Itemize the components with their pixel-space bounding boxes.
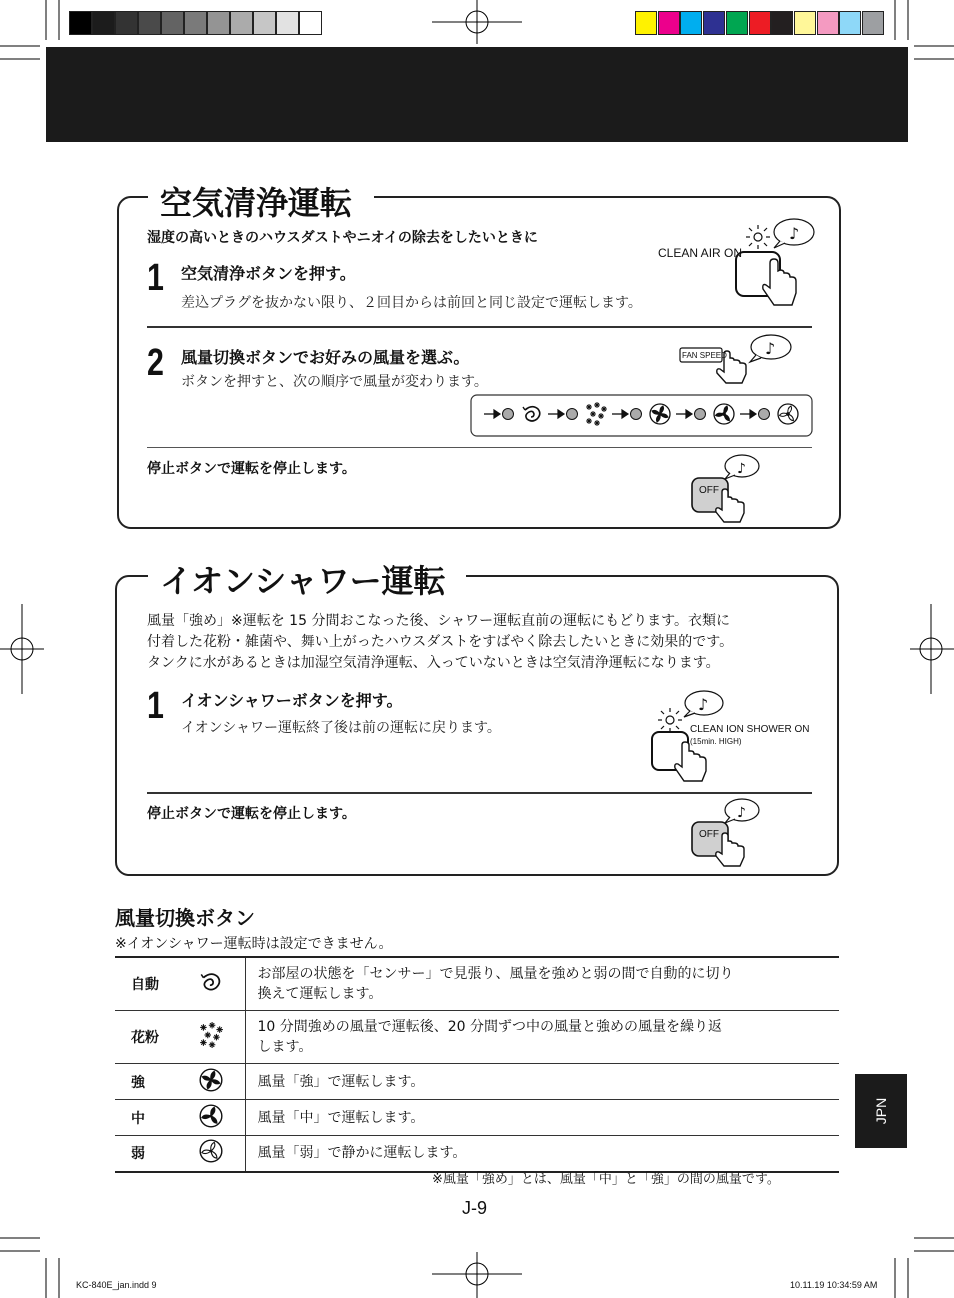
header-band <box>46 47 908 142</box>
step-description: イオンシャワー運転終了後は前の運転に戻ります。 <box>181 720 501 736</box>
footer-filename: KC-840E_jan.indd 9 <box>76 1280 157 1290</box>
fan-mode-name: 自動 <box>115 957 177 1011</box>
ion-shower-sublabel: (15min. HIGH) <box>690 737 742 746</box>
step-title: 空気清浄ボタンを押す。 <box>181 264 356 283</box>
table-row <box>115 1100 839 1136</box>
table-row <box>115 957 839 1011</box>
table-row <box>115 1011 839 1064</box>
off-button-label: OFF <box>699 829 719 840</box>
arrow-icon <box>676 410 692 418</box>
fan-mode-name: 強 <box>115 1064 177 1100</box>
step-description: 差込プラグを抜かない限り、２回目からは前回と同じ設定で運転します。 <box>181 295 642 311</box>
language-tab-label: JPN <box>873 1097 889 1125</box>
fan-speed-table <box>115 956 839 1173</box>
arrow-icon <box>548 410 564 418</box>
air-purify-section-title: 空気清浄運転 <box>160 184 353 222</box>
indicator-lamp-icon <box>695 409 706 420</box>
svg-text:♪: ♪ <box>698 695 709 714</box>
step-title: 風量切換ボタンでお好みの風量を選ぶ。 <box>181 348 470 367</box>
indicator-lamp-icon <box>567 409 578 420</box>
fan-speed-note: ※イオンシャワー運転時は設定できません。 <box>115 936 393 952</box>
svg-text:♪: ♪ <box>765 339 776 358</box>
svg-text:♪: ♪ <box>737 805 746 821</box>
svg-text:♪: ♪ <box>789 224 800 243</box>
arrow-icon <box>484 410 500 418</box>
fan-medium-icon <box>714 404 734 424</box>
language-tab <box>855 1074 907 1148</box>
fan-mode-description: 10 分間強めの風量で運転後、20 分間ずつ中の風量と強めの風量を繰り返 します。 <box>245 1011 839 1064</box>
auto-icon <box>523 407 540 421</box>
step-title: イオンシャワーボタンを押す。 <box>181 691 403 710</box>
arrow-icon <box>612 410 628 418</box>
ion-shower-button-illustration <box>640 685 730 785</box>
fan-mode-description: 風量「強」で運転します。 <box>245 1064 839 1100</box>
fan-mode-description: 風量「中」で運転します。 <box>245 1100 839 1136</box>
arrow-icon <box>740 410 756 418</box>
pollen-icon <box>198 1022 224 1048</box>
fan-high-icon <box>198 1067 224 1093</box>
pollen-icon <box>586 402 607 426</box>
fan-low-icon <box>778 404 798 424</box>
divider <box>147 792 812 794</box>
ion-shower-intro: 風量「強め」※運転を 15 分間おこなった後、シャワー運転直前の運転にもどります。衣類に 付着した花粉・雑菌や、舞い上がったハウスダストをすばやく除去したいときに効果的です。 タンクに水があるときは加湿空気清浄運転、入っていないときは空気清浄運転になります。 <box>147 613 734 671</box>
page-number: J-9 <box>462 1198 488 1218</box>
clean-air-button-illustration <box>730 215 820 315</box>
indicator-lamp-icon <box>759 409 770 420</box>
svg-text:♪: ♪ <box>737 461 746 477</box>
table-row <box>115 1064 839 1100</box>
footer-timestamp: 10.11.19 10:34:59 AM <box>790 1280 878 1290</box>
indicator-lamp-icon <box>503 409 514 420</box>
fan-speed-sequence <box>470 394 814 438</box>
fan-speed-footnote: ※風量「強め」とは、風量「中」と「強」の間の風量です。 <box>432 1172 780 1187</box>
fan-high-icon <box>650 404 670 424</box>
fan-mode-name: 中 <box>115 1100 177 1136</box>
fan-medium-icon <box>198 1103 224 1129</box>
off-button-label: OFF <box>699 485 719 496</box>
divider <box>147 447 812 448</box>
fan-mode-description: 風量「弱」で静かに運転します。 <box>245 1136 839 1172</box>
ion-shower-on-label: CLEAN ION SHOWER ON <box>690 724 810 735</box>
auto-icon <box>198 969 224 995</box>
fan-speed-heading: 風量切換ボタン <box>115 906 255 930</box>
fan-mode-name: 花粉 <box>115 1011 177 1064</box>
stop-instruction: 停止ボタンで運転を停止します。 <box>147 806 356 822</box>
fan-speed-label: FAN SPEED <box>682 351 727 360</box>
air-purify-intro: 湿度の高いときのハウスダストやニオイの除去をしたいときに <box>147 230 538 246</box>
clean-air-on-label: CLEAN AIR ON <box>658 246 743 260</box>
fan-mode-description: お部屋の状態を「センサー」で見張り、風量を強めと弱の間で自動的に切り 換えて運転します。 <box>245 957 839 1011</box>
step-number: 1 <box>147 685 164 727</box>
stop-instruction: 停止ボタンで運転を停止します。 <box>147 461 356 477</box>
fan-mode-name: 弱 <box>115 1136 177 1172</box>
step-number: 1 <box>147 257 164 299</box>
table-row <box>115 1136 839 1172</box>
indicator-lamp-icon <box>631 409 642 420</box>
step-description: ボタンを押すと、次の順序で風量が変わります。 <box>181 374 488 390</box>
divider <box>147 326 812 328</box>
step-number: 2 <box>147 342 164 384</box>
ion-shower-section-title: イオンシャワー運転 <box>160 562 446 600</box>
fan-low-icon <box>198 1138 224 1164</box>
